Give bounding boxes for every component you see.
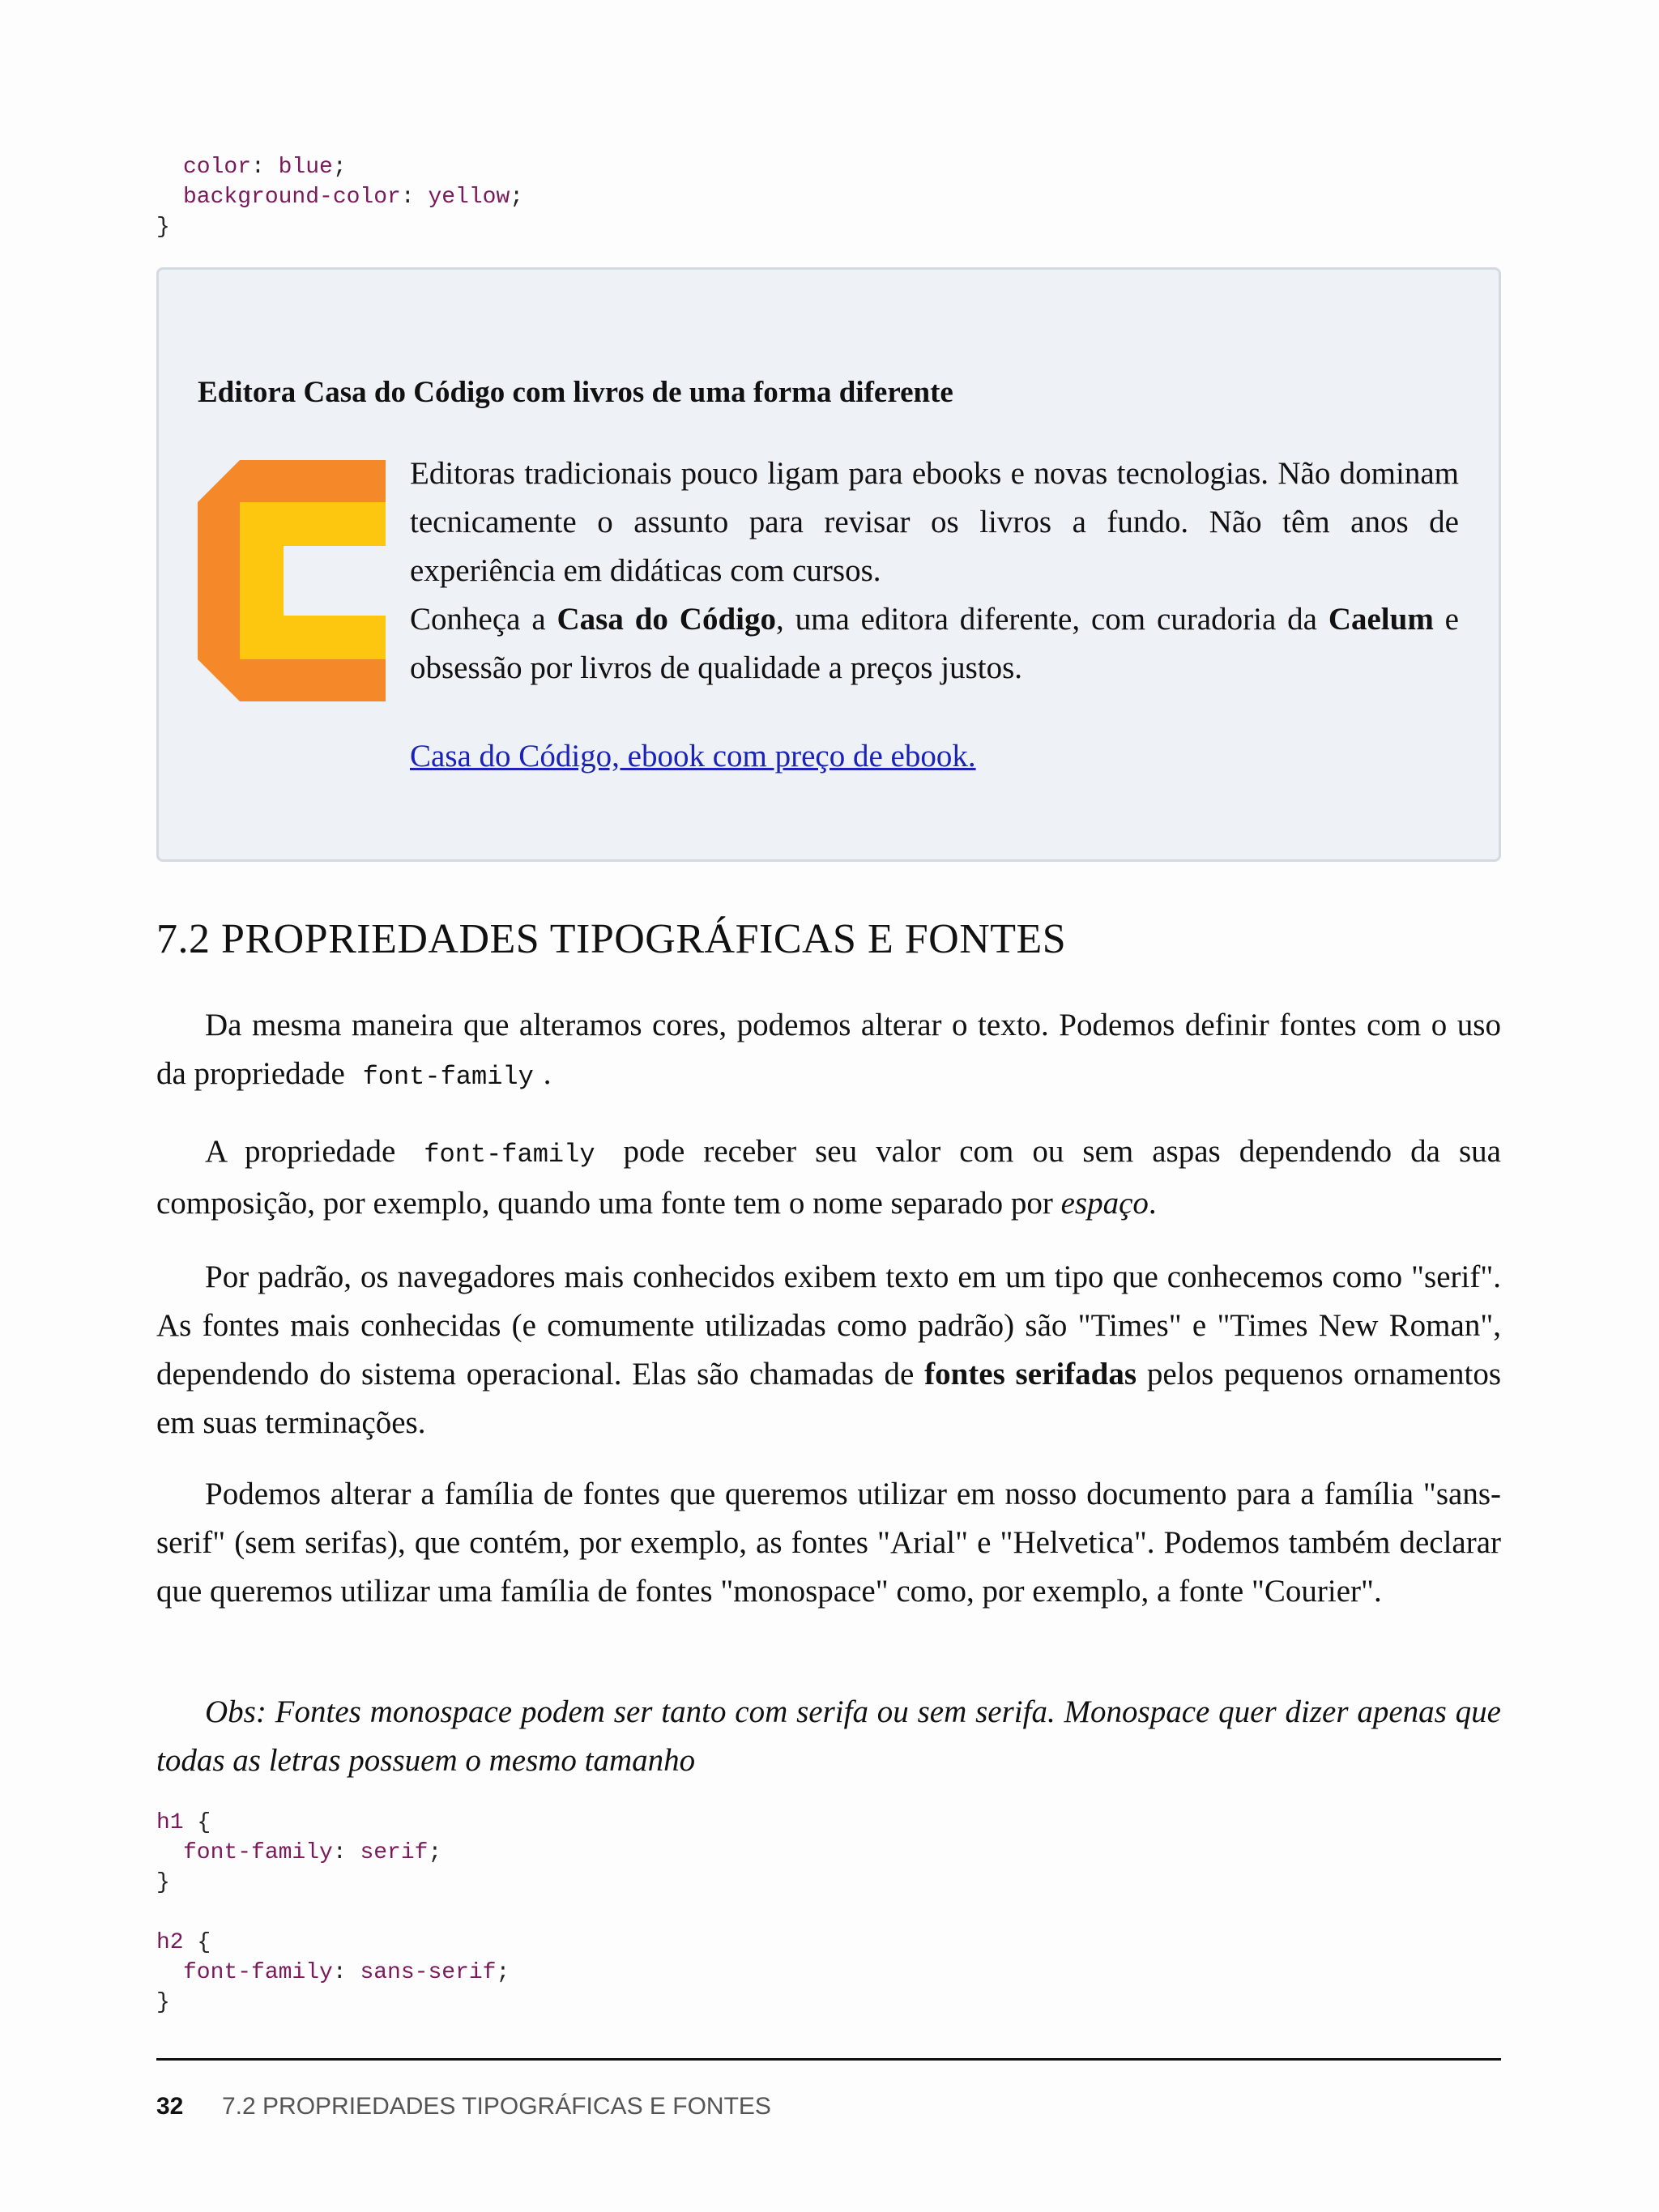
code-value: sans-serif [360, 1960, 497, 1985]
code-selector: h2 [156, 1930, 184, 1955]
code-value: serif [360, 1840, 429, 1865]
paragraph [156, 1253, 1501, 1447]
text: Por padrão, os navegadores mais conhecidos exibem texto em um tipo que conhecemos como "serif". As fontes mais conhecidas (e comumente utilizadas como padrão) são "Times" e "Times New Roman", dependendo do sistema operacional. Elas são chamadas de [156, 1259, 1501, 1392]
text: e obsessão por livros de qualidade a preços justos. [410, 602, 1459, 685]
note-paragraph: Obs: Fontes monospace podem ser tanto com serifa ou sem serifa. Monospace quer dizer apenas que todas as letras possuem o mesmo tamanho [156, 1694, 1501, 1778]
text: . [1148, 1186, 1157, 1221]
text: , uma editora diferente, com curadoria da [776, 602, 1328, 637]
callout-paragraph [410, 595, 1459, 693]
bold-text: Caelum [1328, 602, 1434, 637]
code-brace: { [197, 1930, 211, 1955]
code-value: blue [278, 155, 333, 180]
code-brace: } [156, 1990, 170, 2015]
code-property: color [183, 155, 252, 180]
text: pelos pequenos ornamentos em suas terminações. [156, 1357, 1502, 1440]
code-block-top: color: blue; background-color: yellow; } [156, 152, 523, 242]
text: pode receber seu valor com ou sem aspas dependendo da sua composição, por exemplo, quando uma fonte tem o nome separado por [156, 1134, 1501, 1221]
bold-text: fontes serifadas [924, 1357, 1137, 1392]
inline-code: font-family [362, 1062, 534, 1092]
code-block-bottom: h1 { font-family: serif; } h2 { font-family: sans-serif; } [156, 1808, 510, 2018]
footer-divider [156, 2058, 1501, 2061]
text: Conheça a [410, 602, 557, 637]
running-title: 7.2 PROPRIEDADES TIPOGRÁFICAS E FONTES [222, 2093, 771, 2120]
code-brace: } [156, 215, 170, 240]
paragraph: Podemos alterar a família de fontes que queremos utilizar em nosso documento para a família "sans-serif" (sem serifas), que contém, por exemplo, as fontes "Arial" e "Helvetica". Podemos também declarar que queremos utilizar uma família de fontes "monospace" como, por exemplo, a fonte "Courier". [156, 1477, 1501, 1609]
publisher-callout [156, 267, 1501, 862]
callout-title: Editora Casa do Código com livros de uma forma diferente [198, 376, 953, 409]
section-heading: 7.2 PROPRIEDADES TIPOGRÁFICAS E FONTES [156, 916, 1067, 962]
casa-do-codigo-link[interactable]: Casa do Código, ebook com preço de ebook. [410, 739, 976, 774]
code-property: font-family [183, 1960, 333, 1985]
code-property: background-color [183, 185, 401, 210]
casa-do-codigo-logo [198, 460, 386, 701]
text: Da mesma maneira que alteramos cores, podemos alterar o texto. Podemos definir fontes com o uso da propriedade [156, 1008, 1501, 1091]
code-selector: h1 [156, 1810, 184, 1835]
callout-body [410, 450, 1459, 693]
text: A propriedade [205, 1134, 415, 1169]
paragraph [156, 1127, 1501, 1228]
code-brace: { [197, 1810, 211, 1835]
code-brace: } [156, 1870, 170, 1895]
code-property: font-family [183, 1840, 333, 1865]
italic-text: espaço [1060, 1186, 1149, 1221]
paragraph [156, 1001, 1501, 1102]
code-value: yellow [428, 185, 510, 210]
bold-text: Casa do Código [557, 602, 776, 637]
text: . [543, 1056, 552, 1091]
inline-code: font-family [424, 1140, 595, 1170]
callout-paragraph: Editoras tradicionais pouco ligam para ebooks e novas tecnologias. Não dominam tecnicamente o assunto para revisar os livros a fundo. Não têm anos de experiência em didáticas com cursos. [410, 456, 1459, 588]
page-number: 32 [156, 2093, 184, 2120]
